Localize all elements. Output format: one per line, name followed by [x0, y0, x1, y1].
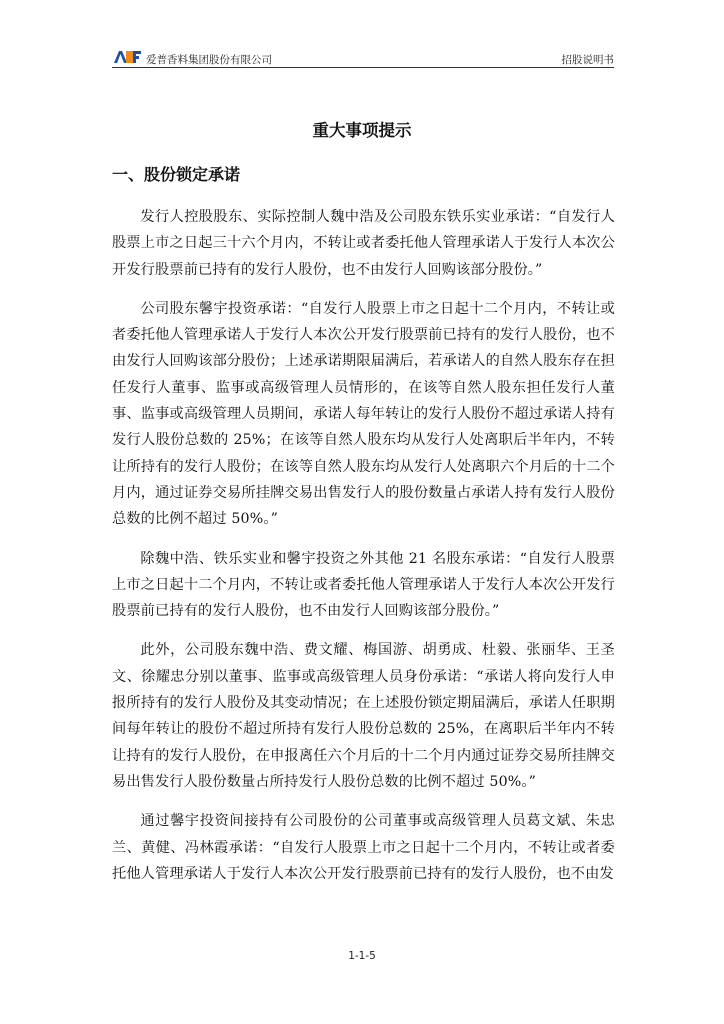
paragraph: 除魏中浩、铁乐实业和馨宇投资之外其他 21 名股东承诺：“自发行人股票上市之日起十二个月内，不转让或者委托他人管理承诺人于发行人本次公开发行股票前已持有的发行人股份，也不由发行人回购该部分股份。”	[112, 550, 615, 620]
header-divider	[112, 67, 614, 68]
page-title: 重大事项提示	[312, 121, 412, 140]
company-name: 爱普香料集团股份有限公司	[146, 54, 272, 66]
page-header	[112, 48, 614, 70]
paragraph: 发行人控股股东、实际控制人魏中浩及公司股东铁乐实业承诺：“自发行人股票上市之日起三十六个月内，不转让或者委托他人管理承诺人于发行人本次公开发行股票前已持有的发行人股份，也不由发行人回购该部分股份。”	[112, 209, 615, 278]
document-type: 招股说明书	[561, 54, 614, 66]
section-body	[112, 204, 615, 900]
page-number: 1-1-5	[348, 950, 376, 962]
paragraph: 此外，公司股东魏中浩、费文耀、梅国游、胡勇成、杜毅、张丽华、王圣文、徐耀忠分别以董事、监事或高级管理人员身份承诺：“承诺人将向发行人申报所持有的发行人股份及其变动情况；在上述股份锁定期届满后，承诺人任职期间每年转让的股份不超过所持有发行人股份总数的 25%，在离职后半年内不转让持有的发行人股份，在申报离任六个月后的十二个月内通过证券交易所挂牌交易出售发行人股份数量占所持发行人股份总数的比例不超过 50%。”	[112, 642, 615, 790]
paragraph: 通过馨宇投资间接持有公司股份的公司董事或高级管理人员葛文斌、朱忠兰、黄健、冯林霞承诺：“自发行人股票上市之日起十二个月内，不转让或者委托他人管理承诺人于发行人本次公开发行股票前已持有的发行人股份，也不由发	[112, 813, 615, 882]
paragraph: 公司股东馨宇投资承诺：“自发行人股票上市之日起十二个月内，不转让或者委托他人管理承诺人于发行人本次公开发行股票前已持有的发行人股份，也不由发行人回购该部分股份；上述承诺期限届满后，若承诺人的自然人股东存在担任发行人董事、监事或高级管理人员情形的，在该等自然人股东担任发行人董事、监事或高级管理人员期间，承诺人每年转让的发行人股份不超过承诺人持有发行人股份总数的 25%；在该等自然人股东均从发行人处离职后半年内，不转让所持有的发行人股份；在该等自然人股东均从发行人处离职六个月后的十二个月内，通过证券交易所挂牌交易出售发行人的股份数量占承诺人持有发行人股份总数的比例不超过 50%。”	[112, 300, 615, 528]
company-logo	[112, 50, 142, 64]
section-heading: 一、股份锁定承诺	[112, 165, 241, 184]
